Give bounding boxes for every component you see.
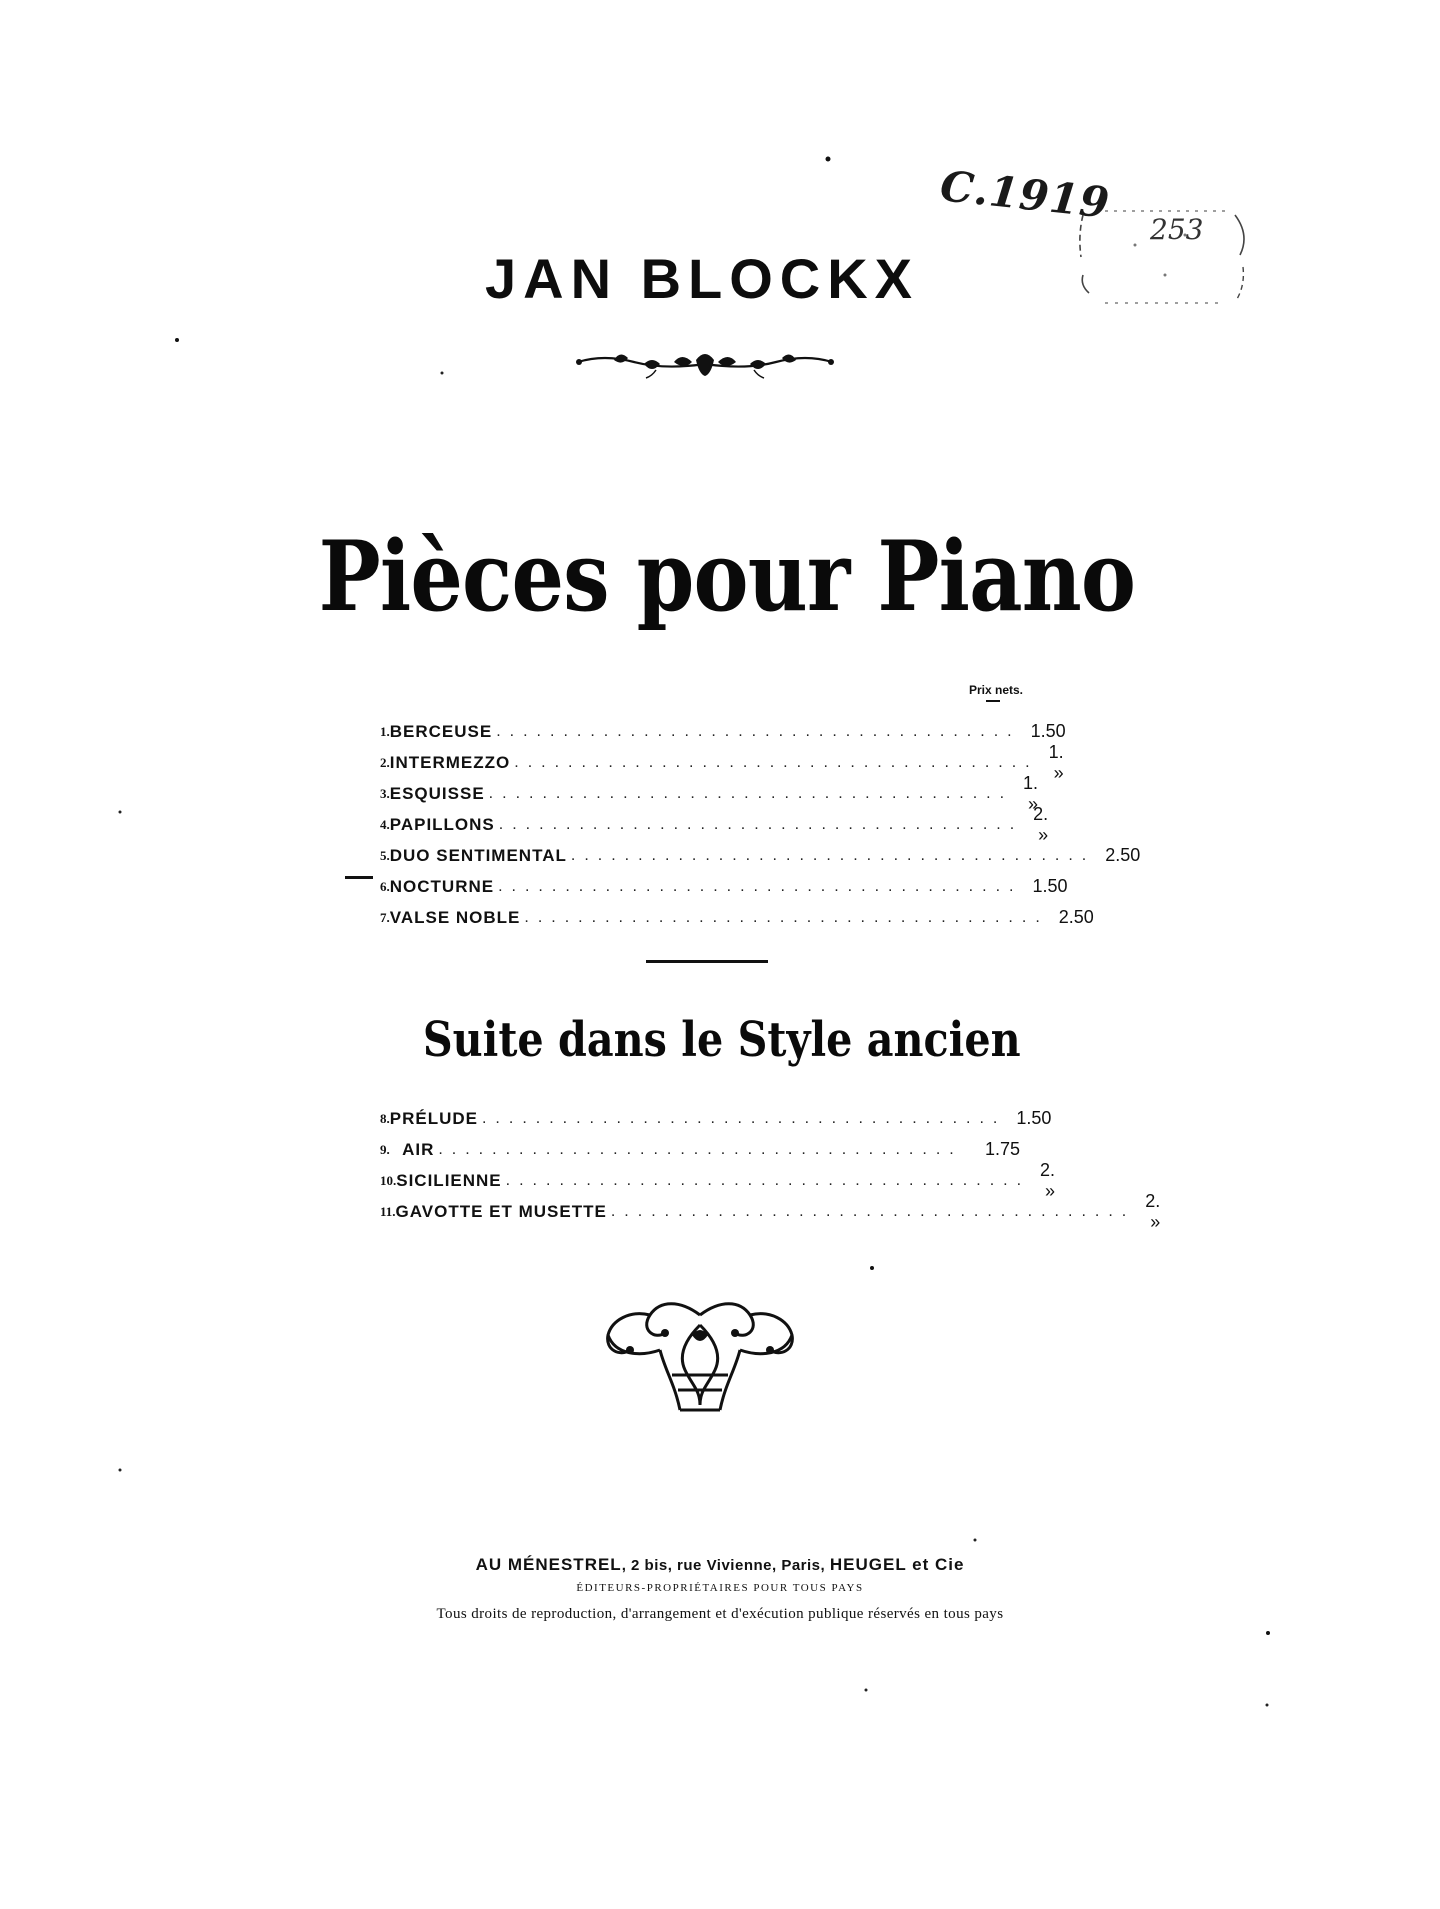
list-item [380, 1190, 1161, 1232]
piece-title: ESQUISSE [389, 783, 485, 803]
dot-leader: ....................................... [524, 908, 1049, 926]
composer-name-text: JAN BLOCKX [484, 247, 920, 310]
shelfmark-annotation: C.1919 [937, 161, 1113, 228]
list-item [380, 902, 1094, 933]
publisher-address: , 2 bis, rue Vivienne, Paris, [621, 1557, 830, 1574]
piece-title: NOCTURNE [389, 876, 495, 896]
main-title-text: Pièces pour Piano [318, 520, 1136, 633]
dot-leader: ....................................... [481, 1109, 1007, 1127]
dot-leader: ....................................... [488, 784, 1014, 802]
piece-number: 11. [380, 1203, 396, 1219]
piece-number: 9. [380, 1141, 390, 1157]
list-item [380, 871, 1068, 902]
dot-leader: ....................................... [498, 877, 1023, 895]
editors-line: ÉDITEURS-PROPRIÉTAIRES POUR TOUS PAYS [576, 1582, 864, 1594]
piece-price: 1. » [1023, 772, 1039, 814]
piece-number: 6. [380, 878, 390, 894]
publisher-firm: HEUGEL et Cie [829, 1555, 965, 1574]
list-item [380, 741, 1064, 783]
piece-price: 1.50 [1032, 876, 1068, 896]
piece-price: 1.50 [1030, 721, 1066, 741]
piece-number: 2. [380, 754, 390, 770]
rights-line: Tous droits de reproduction, d'arrangement et d'exécution publique réservés en tous pays [436, 1606, 1004, 1622]
stamp-number: 253 [1150, 213, 1204, 246]
dot-leader: ....................................... [570, 846, 1096, 864]
piece-price: 1.75 [984, 1139, 1020, 1159]
dot-leader: ....................................... [610, 1202, 1136, 1220]
piece-number: 10. [380, 1172, 397, 1188]
piece-price: 2.50 [1058, 907, 1094, 927]
publisher-name: AU MÉNESTREL [475, 1555, 622, 1574]
dot-leader: ....................................... [498, 815, 1024, 833]
piece-title: VALSE NOBLE [389, 907, 521, 927]
suite-title-text: Suite dans le Style ancien [422, 1012, 1021, 1068]
margin-dash-mark [345, 876, 373, 879]
suite-pieces-list [380, 1103, 1161, 1232]
piece-title: PAPILLONS [389, 814, 495, 834]
piece-title: DUO SENTIMENTAL [389, 845, 567, 865]
price-column-header: Prix nets. [968, 683, 1024, 697]
piece-number: 4. [380, 816, 390, 832]
piece-title: INTERMEZZO [389, 752, 511, 772]
list-item [380, 772, 1039, 814]
dot-leader: ....................................... [496, 722, 1021, 740]
list-item [380, 1103, 1052, 1134]
piece-price: 2. » [1040, 1159, 1056, 1201]
piece-number: 8. [380, 1110, 390, 1126]
dot-leader: ....................................... [438, 1140, 963, 1158]
dot-leader: ....................................... [505, 1171, 1031, 1189]
publisher-line [0, 1555, 1440, 1575]
dot-leader: ....................................... [514, 753, 1039, 771]
list-item [380, 1159, 1056, 1201]
piece-number: 1. [380, 723, 390, 739]
piece-price: 2. » [1033, 803, 1049, 845]
piece-title: SICILIENNE [396, 1170, 502, 1190]
piece-title: BERCEUSE [389, 721, 493, 741]
vine-ornament-icon [574, 348, 836, 382]
main-title [101, 520, 1339, 633]
piece-title: PRÉLUDE [389, 1108, 478, 1128]
piece-title: GAVOTTE ET MUSETTE [395, 1201, 607, 1221]
piece-title: AIR [402, 1139, 435, 1159]
piece-price: 1. » [1048, 741, 1064, 783]
composer-name [0, 246, 1440, 311]
piece-price: 2.50 [1105, 845, 1141, 865]
suite-title [101, 1012, 1339, 1068]
piece-price: 2. » [1145, 1190, 1161, 1232]
list-item [380, 1134, 1020, 1165]
piece-number: 7. [380, 909, 390, 925]
pieces-list [380, 716, 1141, 933]
piece-price: 1.50 [1016, 1108, 1052, 1128]
art-nouveau-ornament-icon [600, 1295, 800, 1415]
list-item [380, 840, 1141, 871]
section-divider [646, 960, 768, 963]
piece-number: 3. [380, 785, 390, 801]
list-item [380, 803, 1049, 845]
piece-number: 5. [380, 847, 390, 863]
list-item [380, 716, 1066, 747]
price-header-underline [986, 700, 1000, 702]
